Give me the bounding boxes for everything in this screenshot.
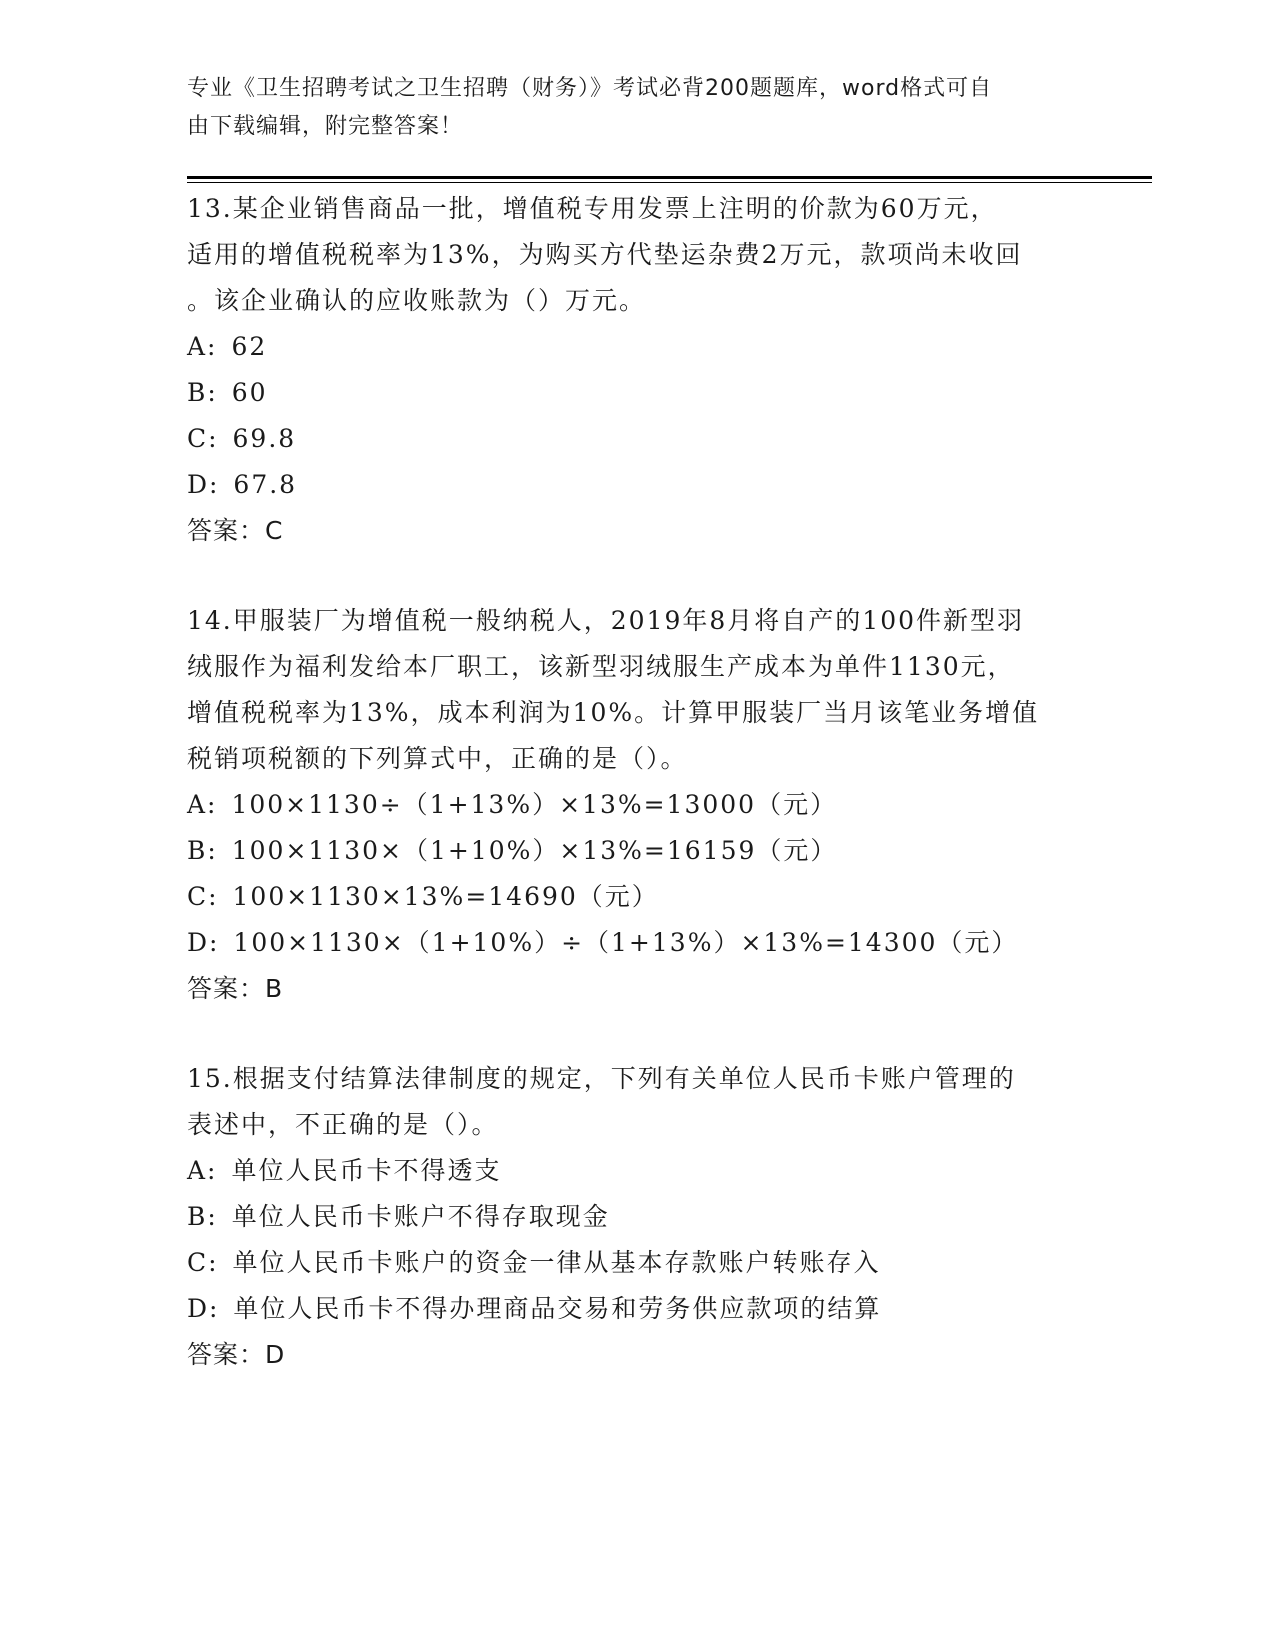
option-letter: A:: [187, 790, 218, 819]
option-letter: B:: [187, 836, 218, 865]
option-letter: D:: [187, 470, 220, 499]
question-stem-line: 15.根据支付结算法律制度的规定，下列有关单位人民币卡账户管理的: [187, 1064, 1016, 1093]
option-letter: D:: [187, 1294, 220, 1323]
option-c: [187, 1240, 1087, 1286]
option-a: [187, 324, 1087, 370]
option-letter: B:: [187, 378, 218, 407]
option-b: [187, 370, 1087, 416]
document-header: [187, 70, 1067, 146]
option-d: [187, 462, 1087, 508]
option-letter: C:: [187, 424, 219, 453]
option-letter: A:: [187, 1156, 218, 1185]
option-text: 单位人民币卡不得办理商品交易和劳务供应款项的结算: [233, 1294, 882, 1323]
question-stem-line: 适用的增值税税率为13%，为购买方代垫运杂费2万元，款项尚未收回: [187, 240, 1023, 269]
option-text: 100×1130×13%=14690（元）: [232, 882, 659, 911]
option-c: [187, 416, 1087, 462]
question-stem-line: 增值税税率为13%，成本利润为10%。计算甲服装厂当月该笔业务增值: [187, 698, 1040, 727]
option-text: 单位人民币卡账户的资金一律从基本存款账户转账存入: [232, 1248, 881, 1277]
answer-line: 答案：D: [187, 1340, 286, 1369]
question-14: [187, 598, 1087, 1012]
question-stem-line: 绒服作为福利发给本厂职工，该新型羽绒服生产成本为单件1130元，: [187, 652, 1015, 681]
option-text: 67.8: [233, 470, 298, 499]
option-text: 62: [231, 332, 268, 361]
option-d: [187, 1286, 1087, 1332]
option-text: 69.8: [232, 424, 297, 453]
option-letter: C:: [187, 1248, 219, 1277]
option-b: [187, 828, 1087, 874]
question-stem-line: 税销项税额的下列算式中，正确的是（）。: [187, 744, 688, 773]
header-rule-thin: [187, 182, 1152, 183]
option-text: 单位人民币卡账户不得存取现金: [231, 1202, 610, 1231]
header-rule-thick: [187, 176, 1152, 179]
question-stem-line: 13.某企业销售商品一批，增值税专用发票上注明的价款为60万元，: [187, 194, 998, 223]
option-letter: C:: [187, 882, 219, 911]
option-text: 单位人民币卡不得透支: [231, 1156, 502, 1185]
question-15: [187, 1056, 1087, 1378]
option-letter: D:: [187, 928, 220, 957]
answer-line: 答案：B: [187, 974, 284, 1003]
option-a: [187, 782, 1087, 828]
option-letter: B:: [187, 1202, 218, 1231]
question-13: [187, 186, 1087, 554]
answer-line: 答案：C: [187, 516, 284, 545]
option-d: [187, 920, 1087, 966]
option-a: [187, 1148, 1087, 1194]
question-stem-line: 表述中，不正确的是（）。: [187, 1110, 499, 1139]
question-stem-line: 14.甲服装厂为增值税一般纳税人，2019年8月将自产的100件新型羽: [187, 606, 1025, 635]
header-line-1: 专业《卫生招聘考试之卫生招聘（财务）》考试必背200题题库，word格式可自: [187, 76, 993, 101]
option-text: 60: [231, 378, 268, 407]
option-c: [187, 874, 1087, 920]
option-letter: A:: [187, 332, 218, 361]
header-line-2: 由下载编辑，附完整答案！: [187, 114, 464, 139]
option-text: 100×1130×（1+10%）÷（1+13%）×13%=14300（元）: [233, 928, 1019, 957]
option-b: [187, 1194, 1087, 1240]
option-text: 100×1130×（1+10%）×13%=16159（元）: [231, 836, 838, 865]
option-text: 100×1130÷（1+13%）×13%=13000（元）: [231, 790, 838, 819]
question-stem-line: 。该企业确认的应收账款为（）万元。: [187, 286, 647, 315]
